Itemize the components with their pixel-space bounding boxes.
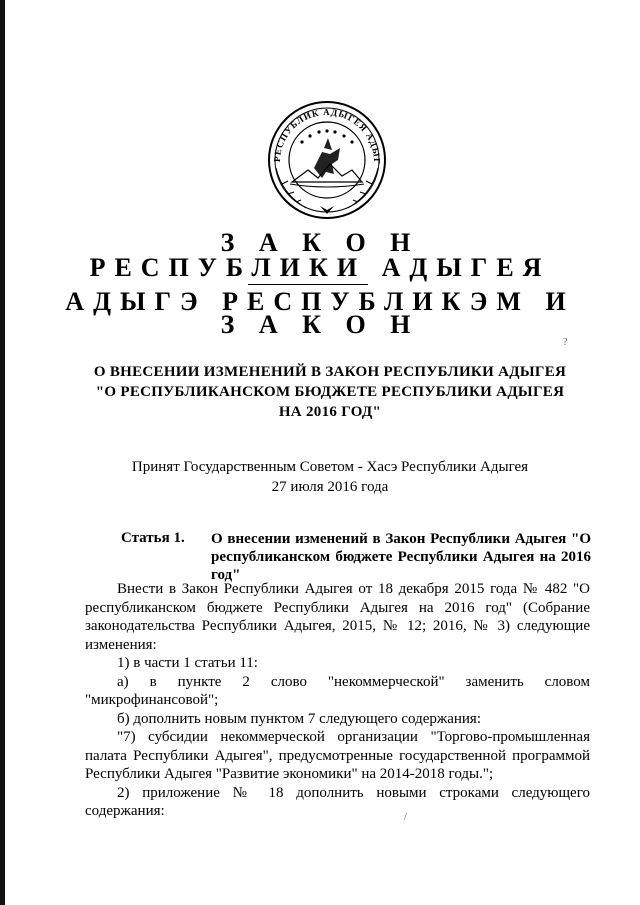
paragraph: 1) в части 1 статьи 11: <box>117 655 258 671</box>
adopted-by-line: Принят Государственным Советом - Хасэ Республики Адыгея <box>131 459 529 475</box>
law-title-line-3: АДЫГЭ РЕСПУБЛИКЭМ И <box>65 287 575 316</box>
paragraph: а) в пункте 2 слово "некоммерческой" заменить словом "микрофинансовой"; <box>85 673 590 708</box>
coat-of-arms-emblem <box>262 98 392 224</box>
scan-mark: / <box>404 812 407 823</box>
paragraph: Внести в Закон Республики Адыгея от 18 декабря 2015 года № 482 "О республиканском бюджете Республики Адыгея на 2016 год" (Собрание законодательства Республики Адыгея, 2015, № 12; 2016, № 3) следующие изменения: <box>85 581 590 653</box>
document-heading-line-1: О ВНЕСЕНИИ ИЗМЕНЕНИЙ В ЗАКОН РЕСПУБЛИКИ АДЫГЕЯ <box>93 364 567 380</box>
paragraph: 2) приложение № 18 дополнить новыми строками следующего содержания: <box>85 784 590 819</box>
title-divider <box>248 284 368 285</box>
adopted-date: 27 июля 2016 года <box>271 479 389 495</box>
crest-ring-text: РЕСПУБЛИК АДЫГЕЯ АДЫГ <box>271 106 383 165</box>
article-label: Статья 1. <box>121 530 185 546</box>
paragraph: "7) субсидии некоммерческой организации "Торгово-промышленная палата Республики Адыгея", предусмотренные государственной программой Республики Адыгея "Развитие экономики" на 2014-2018 годы."; <box>85 729 590 782</box>
document-heading-line-2: "О РЕСПУБЛИКАНСКОМ БЮДЖЕТЕ РЕСПУБЛИКИ АДЫГЕЯ <box>95 384 565 400</box>
paragraph: б) дополнить новым пунктом 7 следующего содержания: <box>117 710 481 727</box>
law-title-line-4: З А К О Н <box>220 310 420 339</box>
scan-left-edge <box>0 0 5 905</box>
law-title-line-1: З А К О Н <box>220 228 420 257</box>
coat-of-arms-icon <box>262 98 392 224</box>
article-body <box>85 580 590 821</box>
document-heading-line-3: НА 2016 ГОД" <box>278 404 382 420</box>
article-title: О внесении изменений в Закон Республики Адыгея "О республиканском бюджете Республики Адыгея на 2016 год" <box>211 531 591 583</box>
scan-mark: ? <box>563 337 568 348</box>
law-title-line-2: РЕСПУБЛИКИ АДЫГЕЯ <box>89 253 551 282</box>
